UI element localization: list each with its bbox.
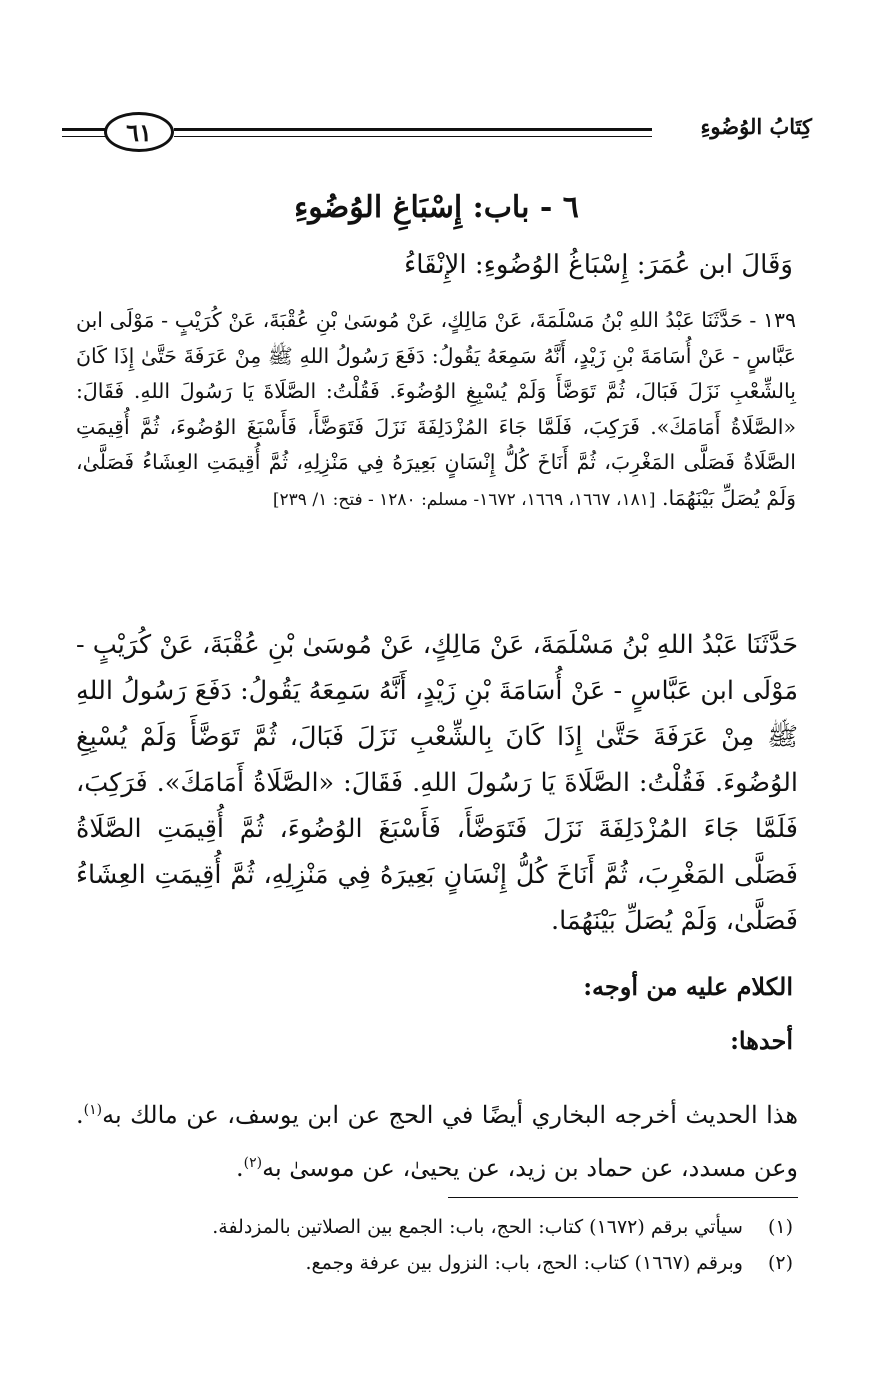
footnote-2 xyxy=(73,1252,793,1274)
paragraph-part-1: هذا الحديث أخرجه البخاري أيضًا في الحج عن ابن يوسف، عن مالك به xyxy=(102,1101,798,1129)
hadith-small-text: ١٣٩ - حَدَّثَنَا عَبْدُ اللهِ بْنُ مَسْلَمَةَ، عَنْ مَالِكٍ، عَنْ مُوسَىٰ بْنِ عُقْبَةَ، عَنْ كُرَيْبٍ - مَوْلَى ابن عَبَّاسٍ - عَنْ أُسَامَةَ بْنِ زَيْدٍ، أَنَّهُ سَمِعَهُ يَقُولُ: دَفَعَ رَسُولُ اللهِ ﷺ مِنْ عَرَفَةَ حَتَّىٰ إِذَا كَانَ بِالشِّعْبِ نَزَلَ فَبَالَ، ثُمَّ تَوَضَّأَ وَلَمْ يُسْبِغِ الوُضُوءَ. فَقُلْتُ: الصَّلَاةَ يَا رَسُولَ اللهِ. فَقَالَ: «الصَّلَاةُ أَمَامَكَ». فَرَكِبَ، فَلَمَّا جَاءَ المُزْدَلِفَةَ نَزَلَ فَتَوَضَّأَ، فَأَسْبَغَ الوُضُوءَ، ثُمَّ أُقِيمَتِ الصَّلَاةُ فَصَلَّى المَغْرِبَ، ثُمَّ أَنَاخَ كُلُّ إِنْسَانٍ بَعِيرَهُ فِي مَنْزِلِهِ، ثُمَّ أُقِيمَتِ العِشَاءُ فَصَلَّىٰ، وَلَمْ يُصَلِّ بَيْنَهُمَا. xyxy=(76,308,796,510)
commentary-paragraph xyxy=(76,1086,798,1192)
footnote-separator xyxy=(448,1197,798,1198)
footnote-number: (٢) xyxy=(767,1252,793,1274)
footnote-number: (١) xyxy=(767,1216,793,1238)
running-title: كِتَابُ الوُضُوءِ xyxy=(700,114,812,139)
footnote-text: وبرقم (١٦٦٧) كتاب: الحج، باب: النزول بين عرفة وجمع. xyxy=(305,1252,743,1274)
chapter-title: ٦ - باب: إِسْبَاغِ الوُضُوءِ xyxy=(294,190,579,225)
page-header xyxy=(62,108,812,162)
commentary-subheading: أحدها: xyxy=(730,1026,793,1055)
paragraph-end: . xyxy=(236,1154,244,1182)
header-rule-left xyxy=(62,128,106,137)
hadith-text-large: حَدَّثَنَا عَبْدُ اللهِ بْنُ مَسْلَمَةَ، عَنْ مَالِكٍ، عَنْ مُوسَىٰ بْنِ عُقْبَةَ، عَنْ كُرَيْبٍ - مَوْلَى ابن عَبَّاسٍ - عَنْ أُسَامَةَ بْنِ زَيْدٍ، أَنَّهُ سَمِعَهُ يَقُولُ: دَفَعَ رَسُولُ اللهِ ﷺ مِنْ عَرَفَةَ حَتَّىٰ إِذَا كَانَ بِالشِّعْبِ نَزَلَ فَبَالَ، ثُمَّ تَوَضَّأَ وَلَمْ يُسْبِغِ الوُضُوءَ. فَقُلْتُ: الصَّلَاةَ يَا رَسُولَ اللهِ. فَقَالَ: «الصَّلَاةُ أَمَامَكَ». فَرَكِبَ، فَلَمَّا جَاءَ المُزْدَلِفَةَ نَزَلَ فَتَوَضَّأَ، فَأَسْبَغَ الوُضُوءَ، ثُمَّ أُقِيمَتِ الصَّلَاةُ فَصَلَّى المَغْرِبَ، ثُمَّ أَنَاخَ كُلُّ إِنْسَانٍ بَعِيرَهُ فِي مَنْزِلِهِ، ثُمَّ أُقِيمَتِ العِشَاءُ فَصَلَّىٰ، وَلَمْ يُصَلِّ بَيْنَهُمَا. xyxy=(76,630,798,936)
footnote-1 xyxy=(73,1216,793,1238)
hadith-references: [١٨١، ١٦٦٧، ١٦٦٩، ١٦٧٢- مسلم: ١٢٨٠ - فتح: ١/ ٢٣٩] xyxy=(272,489,656,510)
athar-ibn-umar: وَقَالَ ابن عُمَرَ: إِسْبَاغُ الوُضُوءِ: الإِنْقَاءُ xyxy=(404,250,793,280)
hadith-text-small xyxy=(76,303,796,518)
page-number: ٦١ xyxy=(104,112,174,152)
footnote-marker-2[interactable]: (٢) xyxy=(243,1155,263,1171)
paragraph-part-2: . وعن مسدد، عن حماد بن زيد، عن يحيىٰ، عن موسىٰ به xyxy=(76,1101,798,1182)
commentary-heading: الكلام عليه من أوجه: xyxy=(583,972,793,1001)
footnote-text: سيأتي برقم (١٦٧٢) كتاب: الحج، باب: الجمع بين الصلاتين بالمزدلفة. xyxy=(212,1216,743,1238)
header-rule-right xyxy=(174,128,652,137)
footnote-marker-1[interactable]: (١) xyxy=(83,1102,103,1118)
